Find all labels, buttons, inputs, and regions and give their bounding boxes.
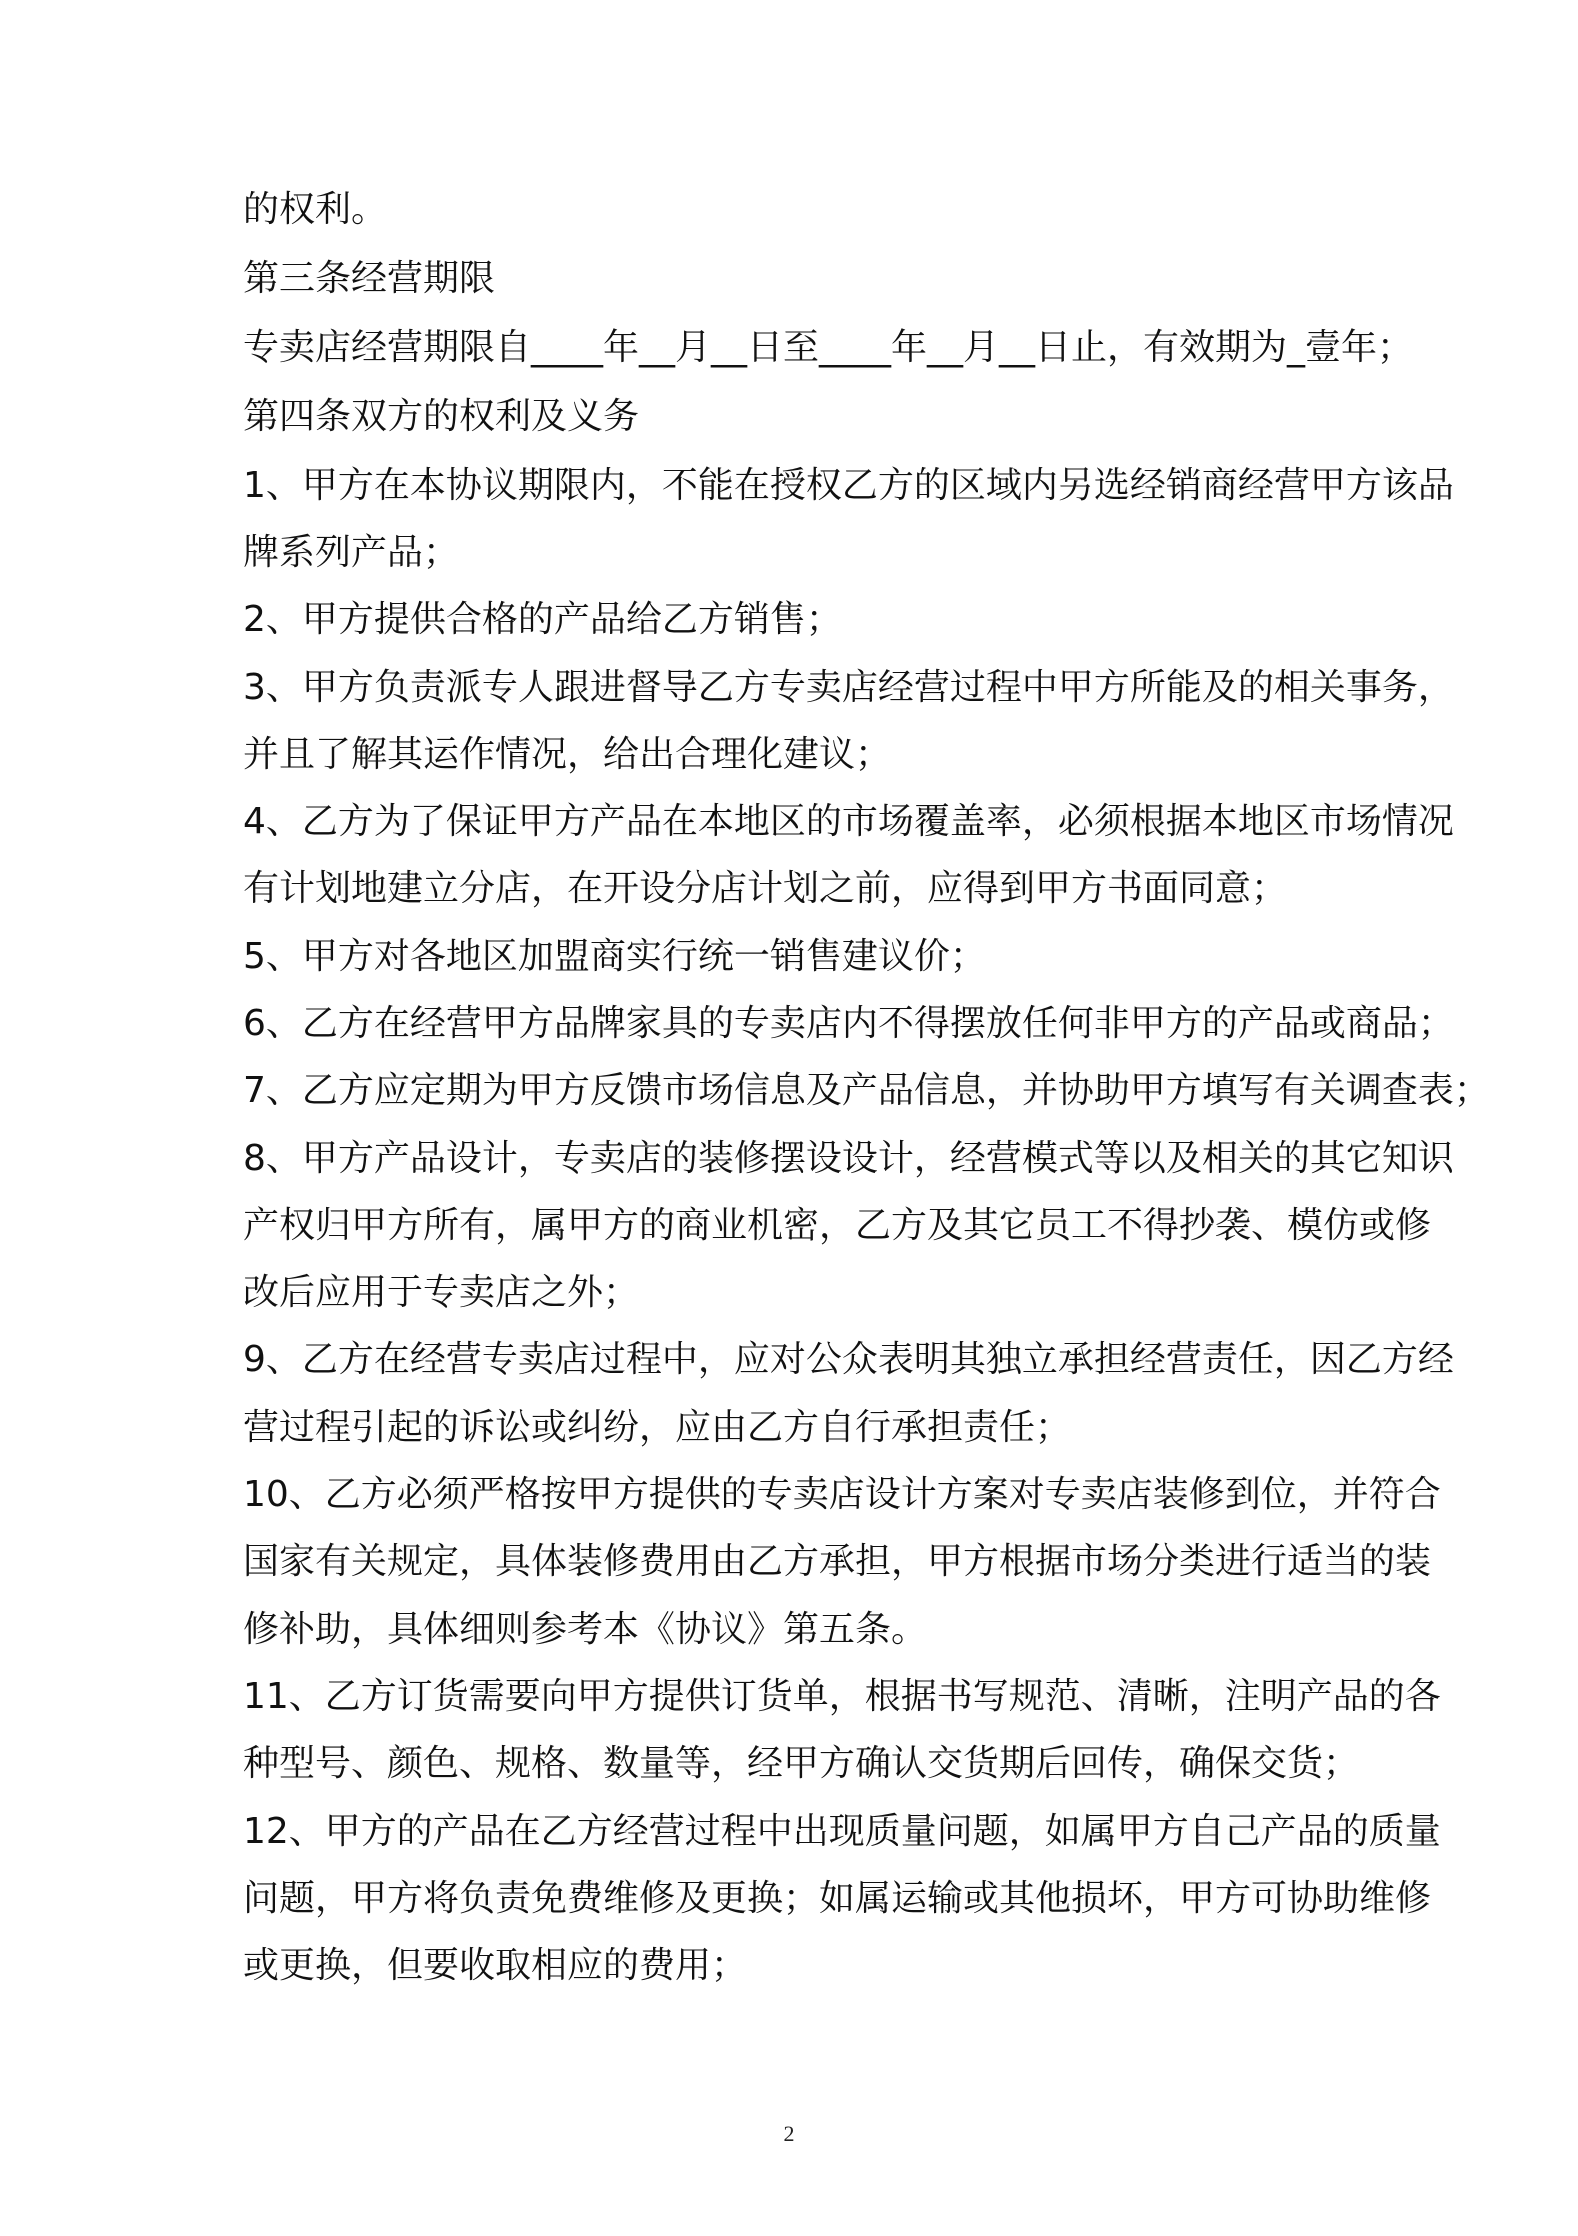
- clause-line: 11、乙方订货需要向甲方提供订货单，根据书写规范、清晰，注明产品的各: [243, 1676, 1441, 1717]
- clause-line: 2、甲方提供合格的产品给乙方销售；: [243, 599, 842, 640]
- clause-line: 10、乙方必须严格按甲方提供的专卖店设计方案对专卖店装修到位，并符合: [243, 1474, 1441, 1515]
- clause-line: 有计划地建立分店，在开设分店计划之前，应得到甲方书面同意；: [243, 868, 1288, 909]
- clause-line: 3、甲方负责派专人跟进督导乙方专卖店经营过程中甲方所能及的相关事务，: [243, 667, 1454, 708]
- clause-line: 6、乙方在经营甲方品牌家具的专卖店内不得摆放任何非甲方的产品或商品；: [243, 1003, 1454, 1044]
- page-number: 2: [783, 2121, 795, 2146]
- section-heading: 第四条双方的权利及义务: [243, 396, 640, 437]
- clause-line: 1、甲方在本协议期限内，不能在授权乙方的区域内另选经销商经营甲方该品: [243, 465, 1454, 506]
- clause-line: 种型号、颜色、规格、数量等，经甲方确认交货期后回传，确保交货；: [243, 1743, 1360, 1784]
- clause-line: 国家有关规定，具体装修费用由乙方承担，甲方根据市场分类进行适当的装: [243, 1541, 1432, 1582]
- clause-line: 7、乙方应定期为甲方反馈市场信息及产品信息，并协助甲方填写有关调查表；: [243, 1070, 1490, 1111]
- clause-line: 营过程引起的诉讼或纠纷，应由乙方自行承担责任；: [243, 1407, 1072, 1448]
- text-line: 的权利。: [243, 189, 388, 230]
- clause-line: 或更换，但要收取相应的费用；: [243, 1945, 748, 1986]
- clause-line: 4、乙方为了保证甲方产品在本地区的市场覆盖率，必须根据本地区市场情况: [243, 801, 1454, 842]
- clause-line: 改后应用于专卖店之外；: [243, 1272, 640, 1313]
- section-heading: 第三条经营期限: [243, 258, 496, 299]
- clause-line: 8、甲方产品设计，专卖店的装修摆设设计，经营模式等以及相关的其它知识: [243, 1138, 1454, 1179]
- clause-line: 牌系列产品；: [243, 532, 460, 573]
- text-line: 专卖店经营期限自____年__月__日至____年__月__日止，有效期为_壹年；: [243, 327, 1414, 368]
- clause-line: 问题，甲方将负责免费维修及更换；如属运输或其他损坏，甲方可协助维修: [243, 1878, 1432, 1919]
- clause-line: 12、甲方的产品在乙方经营过程中出现质量问题，如属甲方自己产品的质量: [243, 1811, 1441, 1852]
- clause-line: 修补助，具体细则参考本《协议》第五条。: [243, 1609, 928, 1650]
- clause-line: 产权归甲方所有，属甲方的商业机密，乙方及其它员工不得抄袭、模仿或修: [243, 1205, 1432, 1246]
- clause-line: 9、乙方在经营专卖店过程中，应对公众表明其独立承担经营责任，因乙方经: [243, 1339, 1454, 1380]
- clause-line: 并且了解其运作情况，给出合理化建议；: [243, 734, 892, 775]
- clause-line: 5、甲方对各地区加盟商实行统一销售建议价；: [243, 936, 986, 977]
